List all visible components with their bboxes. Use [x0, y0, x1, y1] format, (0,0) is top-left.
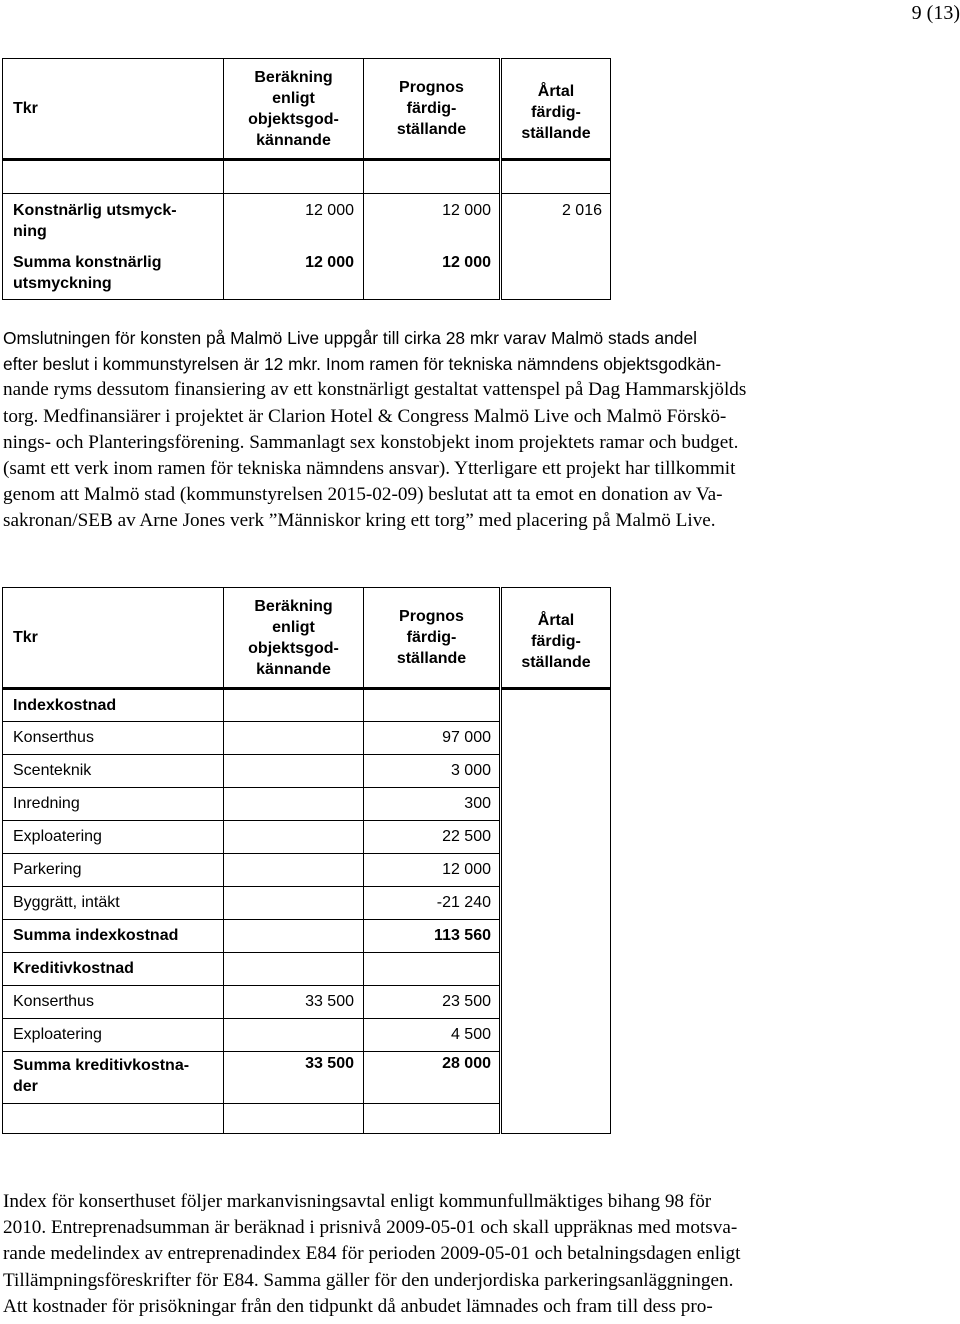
estimate-value — [224, 788, 364, 821]
estimate-value — [224, 953, 364, 986]
header-year: Årtal färdig- ställande — [501, 588, 611, 689]
forecast-value: 22 500 — [364, 821, 501, 854]
estimate-value: 33 500 — [224, 986, 364, 1019]
estimate-value — [224, 920, 364, 953]
forecast-value: 28 000 — [364, 1052, 501, 1104]
row-label: Summa indexkostnad — [3, 920, 224, 953]
index-description-paragraph: Index för konserthuset följer markanvisningsavtal enligt kommunfullmäktiges bihang 98 för 2010. Entreprenadsumman är beräknad i prisnivå 2009-05-01 och skall uppräknas med motsva- rande medelindex av entreprenadindex E84 för perioden 2009-05-01 och betalningsdagen enligt Tillämpningsföreskrifter för E84. Samma gäller för den underjordiska parkeringsanläggningen. Att kostnader för prisökningar från den tidpunkt då anbudet lämnades och fram till dess pro- — [3, 1191, 741, 1317]
row-label: Konserthus — [3, 986, 224, 1019]
header-estimate: Beräkning enligt objektsgod- kännande — [224, 59, 364, 160]
row-label: Konserthus — [3, 722, 224, 755]
art-description-paragraph: Omslutningen för konsten på Malmö Live uppgår till cirka 28 mkr varav Malmö stads andel efter beslut i kommunstyrelsen är 12 mkr. Inom ramen för tekniska nämndens objektsgodkän- nande ryms dessutom finansiering av ett konstnärligt gestaltat vattenspel på Dag Hammarskjölds torg. Medfinansiärer i projektet är Clarion Hotel & Congress Malmö Live och Malmö Förskö- nings- och Planteringsförening. Sammanlagt sex konstobjekt inom projektets ramar och budget. (samt ett verk inom ramen för tekniska nämndens ansvar). Ytterligare ett projekt har tillkommit genom att Malmö stad (kommunstyrelsen 2015-02-09) beslutat att ta emot en donation av Va- sakronan/SEB av Arne Jones verk ”Människor kring ett torg” med placering på Malmö Live. — [3, 328, 747, 532]
table-header-row — [3, 588, 611, 689]
estimate-value — [224, 689, 364, 722]
forecast-value: 300 — [364, 788, 501, 821]
row-label: Byggrätt, intäkt — [3, 887, 224, 920]
spacer-row — [3, 160, 611, 194]
header-tkr: Tkr — [3, 59, 224, 160]
forecast-value — [364, 953, 501, 986]
estimate-value — [224, 722, 364, 755]
forecast-value: 97 000 — [364, 722, 501, 755]
table-header-row — [3, 59, 611, 160]
forecast-values: 12 000 12 000 — [364, 194, 501, 300]
forecast-value — [364, 689, 501, 722]
row-label: Inredning — [3, 788, 224, 821]
year-column-empty — [501, 689, 611, 1052]
header-forecast: Prognos färdig- ställande — [364, 588, 501, 689]
estimate-value: 33 500 — [224, 1052, 364, 1104]
row-label: Parkering — [3, 854, 224, 887]
year-values: 2 016 — [501, 194, 611, 300]
forecast-value: 4 500 — [364, 1019, 501, 1052]
header-estimate: Beräkning enligt objektsgod- kännande — [224, 588, 364, 689]
forecast-value: 3 000 — [364, 755, 501, 788]
forecast-value: 23 500 — [364, 986, 501, 1019]
forecast-value: 12 000 — [364, 854, 501, 887]
table-row — [3, 194, 611, 300]
forecast-value: 113 560 — [364, 920, 501, 953]
header-tkr: Tkr — [3, 588, 224, 689]
table-row — [3, 689, 611, 722]
estimate-value — [224, 854, 364, 887]
row-label: Scenteknik — [3, 755, 224, 788]
estimate-values: 12 000 12 000 — [224, 194, 364, 300]
art-budget-table — [2, 58, 611, 300]
table-row — [3, 1052, 611, 1104]
row-label: Indexkostnad — [3, 689, 224, 722]
row-label: Summa kreditivkostna- der — [3, 1052, 224, 1104]
header-forecast: Prognos färdig- ställande — [364, 59, 501, 160]
cost-breakdown-table — [2, 587, 611, 1134]
page-number: 9 (13) — [911, 2, 960, 24]
estimate-value — [224, 1019, 364, 1052]
estimate-value — [224, 755, 364, 788]
row-label: Exploatering — [3, 821, 224, 854]
header-year: Årtal färdig- ställande — [501, 59, 611, 160]
art-row-labels: Konstnärlig utsmyck- ning Summa konstnärlig utsmyckning — [3, 194, 224, 300]
forecast-value: -21 240 — [364, 887, 501, 920]
estimate-value — [224, 887, 364, 920]
row-label: Kreditivkostnad — [3, 953, 224, 986]
row-label: Exploatering — [3, 1019, 224, 1052]
estimate-value — [224, 821, 364, 854]
